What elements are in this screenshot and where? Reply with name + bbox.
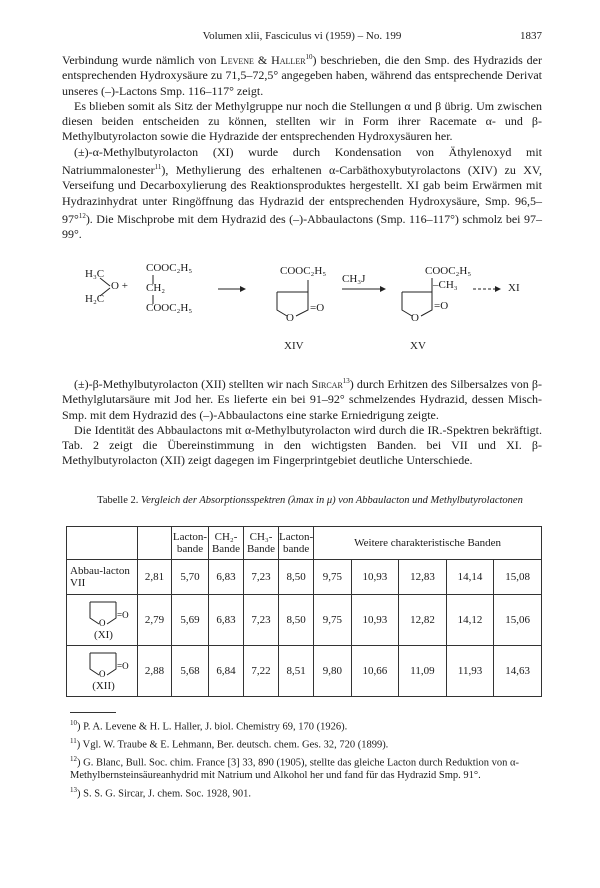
table-cell: 5,68 (172, 646, 209, 697)
table-cell: 11,09 (399, 646, 447, 697)
table-cell: 8,50 (279, 560, 314, 595)
table-cell: 14,14 (446, 560, 494, 595)
table-cell: 12,83 (399, 560, 447, 595)
paragraph-1: Verbindung wurde nämlich von Levene & Haller$^{10}$) beschrieben, die den Smp. des Hydrazids der entsprechenden Hydroxysäure zu 71,5–72,5° angegeben haben, während das entsprechende Derivat unseres (–)-Lactons Smp. 116–117° zeigt. (62, 53, 542, 98)
table-cell: 5,70 (172, 560, 209, 595)
header-ch3-bande: CH₃-Bande (244, 527, 279, 560)
ester-label-3: COOC₂H₅ (280, 265, 327, 277)
table-cell: 6,83 (209, 560, 244, 595)
table-cell: 10,93 (351, 560, 399, 595)
paragraph-3: (±)-α-Methylbutyrolacton (XI) wurde durch Kondensation von Äthylenoxyd mit Natriummalonester$^{11}$), Methylierung des erhaltenen α-Carbäthoxybutyrolactons (XIV) zu XV, Verseifung und Decarboxylierung des Reaktionsproduktes hergestellt. XI gab beim Erwärmen mit Hydrazinhydrat unter Ringöffnung das Hydrazid der entsprechenden Hydroxysäure, Smp. 96,5–97°$^{12}$). Die Mischprobe mit dem Hydrazid des (–)-Abbaulactons (Smp. 116–117°) schmolz bei 97–99°. (62, 144, 542, 242)
ch2-label: CH₂ (146, 282, 166, 294)
footnote: $^{11}$) Vgl. W. Traube & E. Lehmann, Ber. deutsch. chem. Ges. 32, 720 (1899). (70, 737, 389, 751)
ring-oxygen-1: O (286, 312, 294, 324)
ester-label-2: COOC₂H₅ (146, 302, 193, 314)
paragraph-4: (±)-β-Methylbutyrolacton (XII) stellten wir nach Sircar$^{13}$) durch Erhitzen des Silbersalzes von β-Methylglutarsäure mit Jod her. Es lieferte ein bei 91–92° schmelzendes Hydrazid, dessen Misch-Smp. mit dem Hydrazid des (–)-Abbaulactons eine starke Erniedrigung zeigte. (62, 377, 542, 422)
table-cell: 9,80 (314, 646, 351, 697)
table-cell: 9,75 (314, 560, 351, 595)
table-cell: 14,63 (494, 646, 542, 697)
table-row (67, 646, 542, 697)
footnote: $^{12}$) G. Blanc, Bull. Soc. chim. France [3] 33, 890 (1905), stellte das gleiche Lacton durch Reduktion von α-Methylbernsteinsäureanhydrid mit Natrium und Alkohol her und fand für das Hydrazid Smp. 91°. (70, 755, 520, 782)
methyl-label: –CH₃ (433, 279, 458, 291)
table-row (67, 560, 542, 595)
table-cell: 12,82 (399, 595, 447, 646)
ester-label-1: COOC₂H₅ (146, 262, 193, 274)
table-cell: 15,08 (494, 560, 542, 595)
oxygen-plus-label: O + (111, 280, 128, 292)
table-cell: 15,06 (494, 595, 542, 646)
absorption-table (66, 526, 542, 697)
table-cell: 8,51 (279, 646, 314, 697)
table-cell: 2,79 (138, 595, 172, 646)
carbonyl-label-2: =O (434, 300, 449, 312)
table-cell: 2,81 (138, 560, 172, 595)
header-weitere-banden: Weitere charakteristische Banden (314, 527, 542, 560)
table-cell: 6,83 (209, 595, 244, 646)
table-cell: 7,23 (244, 560, 279, 595)
header-ch2-bande: CH₂-Bande (209, 527, 244, 560)
reagent-label: CH₃J (342, 273, 366, 285)
header-lacton-bande-2: Lacton-bande (279, 527, 314, 560)
row-label: O =O (XII) (67, 646, 138, 697)
h3c-label: H₃C (85, 268, 105, 280)
table-caption: Tabelle 2. Vergleich der Absorptionsspektren (λmax in μ) von Abbaulacton und Methylbutyrolactonen (97, 495, 523, 506)
svg-text:O: O (98, 617, 105, 628)
ester-label-4: COOC₂H₅ (425, 265, 472, 277)
footnote: $^{13}$) S. S. G. Sircar, J. chem. Soc. 1928, 901. (70, 785, 251, 800)
journal-line: Volumen xlii, Fasciculus vi (1959) – No. 199 (202, 30, 402, 42)
table-header-row (67, 527, 542, 560)
article-body (62, 50, 542, 243)
row-label: Abbau-lacton VII (67, 560, 138, 595)
table-cell: 9,75 (314, 595, 351, 646)
svg-text:=O: =O (116, 609, 129, 620)
table-cell: 2,88 (138, 646, 172, 697)
table-cell: 6,84 (209, 646, 244, 697)
carbonyl-label-1: =O (310, 302, 325, 314)
product-label: XI (508, 282, 520, 294)
row-label: O =O (XI) (67, 595, 138, 646)
h2c-label: H₂C (85, 293, 105, 305)
reaction-scheme (80, 262, 540, 362)
footnote-rule (70, 712, 116, 713)
table-cell: 14,12 (446, 595, 494, 646)
compound-xv-label: XV (410, 340, 426, 352)
table-cell: 11,93 (446, 646, 494, 697)
table-cell: 5,69 (172, 595, 209, 646)
page-number: 1837 (520, 30, 542, 42)
ring-oxygen-2: O (411, 312, 419, 324)
paragraph-5: Die Identität des Abbaulactons mit α-Methylbutyrolacton wird durch die IR.-Spektren bekräftigt. Tab. 2 zeigt die Übereinstimmung in den wichtigsten Banden. bei VII und XI. β-Methylbutyrolacton (XII) zeigt dagegen im Fingerprintgebiet deutliche Unterschiede. (62, 422, 542, 468)
article-body-2 (62, 374, 542, 469)
footnote: $^{10}$) P. A. Levene & H. L. Haller, J. biol. Chemistry 69, 170 (1926). (70, 719, 348, 733)
table-cell: 10,93 (351, 595, 399, 646)
footnotes (70, 717, 542, 802)
table-cell: 7,22 (244, 646, 279, 697)
table-row (67, 595, 542, 646)
table-cell: 10,66 (351, 646, 399, 697)
table-cell: 8,50 (279, 595, 314, 646)
svg-text:O: O (98, 668, 105, 679)
header-lacton-bande: Lacton-bande (172, 527, 209, 560)
table-cell: 7,23 (244, 595, 279, 646)
svg-text:=O: =O (116, 660, 129, 671)
paragraph-2: Es blieben somit als Sitz der Methylgruppe nur noch die Stellungen α und β übrig. Um zwischen diesen beiden entscheiden zu können, stellten wir in Form ihrer Racemate α- und β-Methylbutyrolacton sowie die Hydrazide der entsprechenden Hydroxysäuren her. (62, 98, 542, 144)
compound-xiv-label: XIV (284, 340, 304, 352)
